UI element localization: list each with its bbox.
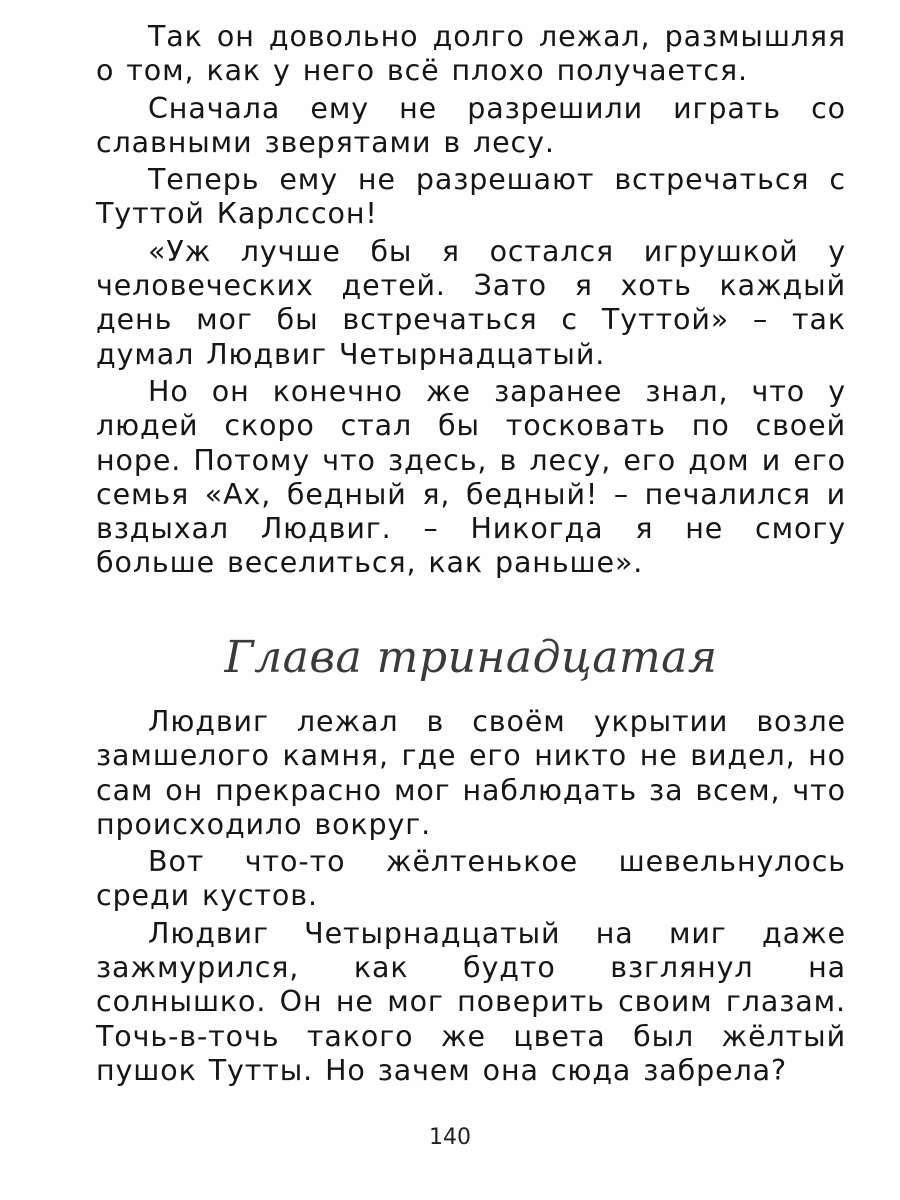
page-number: 140 bbox=[429, 1125, 471, 1150]
text-block-bottom bbox=[96, 705, 846, 1091]
text-block-top bbox=[96, 20, 846, 584]
paragraph: Вот что-то жёлтенькое шевельнулось среди кустов. bbox=[96, 845, 846, 913]
paragraph: Людвиг лежал в своём укрытии возле замшелого камня, где его никто не видел, но сам он прекрасно мог наблюдать за всем, что происходило вокруг. bbox=[96, 705, 847, 841]
paragraph: Людвиг Четырнадцатый на миг даже зажмурился, как будто взглянул на солнышко. Он не мог поверить своим глазам. Точь-в-точь такого же цвета был жёлтый пушок Тутты. Но зачем она сюда забрела? bbox=[96, 916, 846, 1087]
paragraph: «Уж лучше бы я остался игрушкой у человеческих детей. Зато я хоть каждый день мог бы встречаться с Туттой» – так думал Людвиг Четырнадцатый. bbox=[96, 234, 846, 371]
paragraph: Но он конечно же заранее знал, что у людей скоро стал бы тосковать по своей норе. Потому что здесь, в лесу, его дом и его семья «Ах, бедный я, бедный! – печалился и вздыхал Людвиг. – Никогда я не смогу больше веселиться, как раньше». bbox=[96, 374, 846, 580]
paragraph: Сначала ему не разрешили играть со славными зверятами в лесу. bbox=[96, 91, 846, 159]
paragraph: Теперь ему не разрешают встречаться с Туттой Карлссон! bbox=[96, 163, 846, 231]
chapter-title: Глава тринадцатая bbox=[224, 632, 718, 683]
paragraph: Так он довольно долго лежал, размышляя о том, как у него всё плохо получается. bbox=[96, 20, 846, 88]
